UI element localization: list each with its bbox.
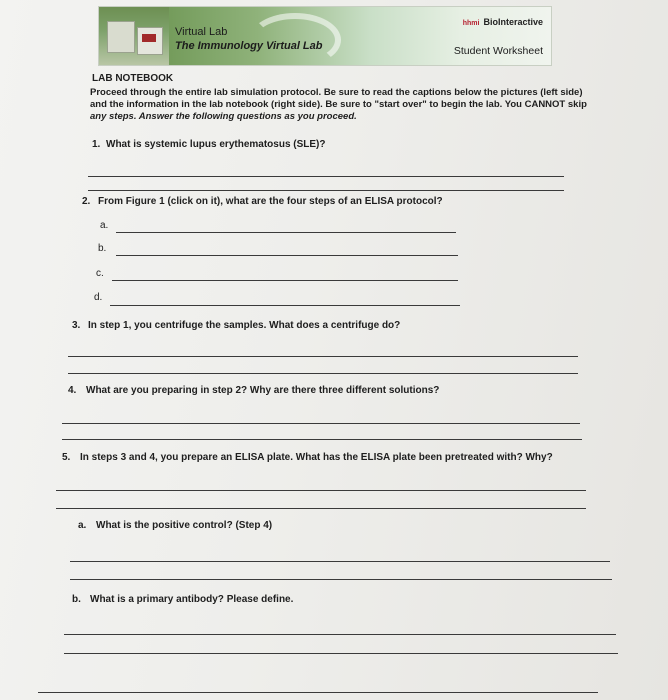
header-title-line2: The Immunology Virtual Lab (175, 40, 323, 52)
q3-number: 3. (72, 320, 81, 331)
q2-answer-line-d[interactable] (110, 305, 460, 306)
q2-text: From Figure 1 (click on it), what are the four steps of an ELISA protocol? (98, 196, 443, 207)
q4-text: What are you preparing in step 2? Why are there three different solutions? (86, 385, 440, 396)
q1-answer-line-2[interactable] (88, 190, 564, 191)
header-subtitle: Student Worksheet (453, 45, 543, 57)
biointeractive-logo-text: BioInteractive (483, 17, 543, 27)
bottom-rule (38, 692, 598, 693)
q1-answer-line-1[interactable] (88, 176, 564, 177)
header-title-line1: Virtual Lab (175, 26, 228, 38)
q4-answer-line-1[interactable] (62, 423, 580, 424)
intro-line-2: and the information in the lab notebook (right side). Be sure to "start over" to begin the lab. You CANNOT skip (90, 99, 587, 110)
hhmi-logo: hhmi (462, 20, 480, 27)
q5a-text: What is the positive control? (Step 4) (96, 520, 273, 531)
lab-equipment-image (99, 7, 169, 65)
q2-answer-line-c[interactable] (112, 280, 458, 281)
q1-number: 1. (92, 139, 101, 150)
q5-answer-line-2[interactable] (56, 508, 586, 509)
q5-answer-line-1[interactable] (56, 490, 586, 491)
q2-answer-line-a[interactable] (116, 232, 456, 233)
q1-text: What is systemic lupus erythematosus (SLE)? (106, 139, 326, 150)
q4-number: 4. (68, 385, 77, 396)
q5a-letter: a. (78, 520, 87, 531)
q5a-answer-line-1[interactable] (70, 561, 610, 562)
q2-sub-b: b. (98, 243, 107, 254)
q2-number: 2. (82, 196, 91, 207)
q2-sub-a: a. (100, 220, 109, 231)
q2-answer-line-b[interactable] (116, 255, 458, 256)
q2-sub-c: c. (96, 268, 104, 279)
q3-answer-line-1[interactable] (68, 356, 578, 357)
header-banner (98, 6, 552, 66)
q5b-answer-line-1[interactable] (64, 634, 616, 635)
q2-sub-d: d. (94, 292, 103, 303)
q3-answer-line-2[interactable] (68, 373, 578, 374)
q5b-answer-line-2[interactable] (64, 653, 618, 654)
intro-line-1: Proceed through the entire lab simulation protocol. Be sure to read the captions below the pictures (left side) (90, 87, 583, 98)
q5-text: In steps 3 and 4, you prepare an ELISA plate. What has the ELISA plate been pretreated with? Why? (80, 452, 553, 463)
q5a-answer-line-2[interactable] (70, 579, 612, 580)
biointeractive-logo (463, 17, 543, 27)
intro-line-3: any steps. Answer the following questions as you proceed. (90, 111, 357, 122)
q5b-letter: b. (72, 594, 81, 605)
q5b-text: What is a primary antibody? Please define. (90, 594, 294, 605)
notebook-heading: LAB NOTEBOOK (92, 73, 174, 84)
q3-text: In step 1, you centrifuge the samples. What does a centrifuge do? (88, 320, 401, 331)
q4-answer-line-2[interactable] (62, 439, 582, 440)
q5-number: 5. (62, 452, 71, 463)
